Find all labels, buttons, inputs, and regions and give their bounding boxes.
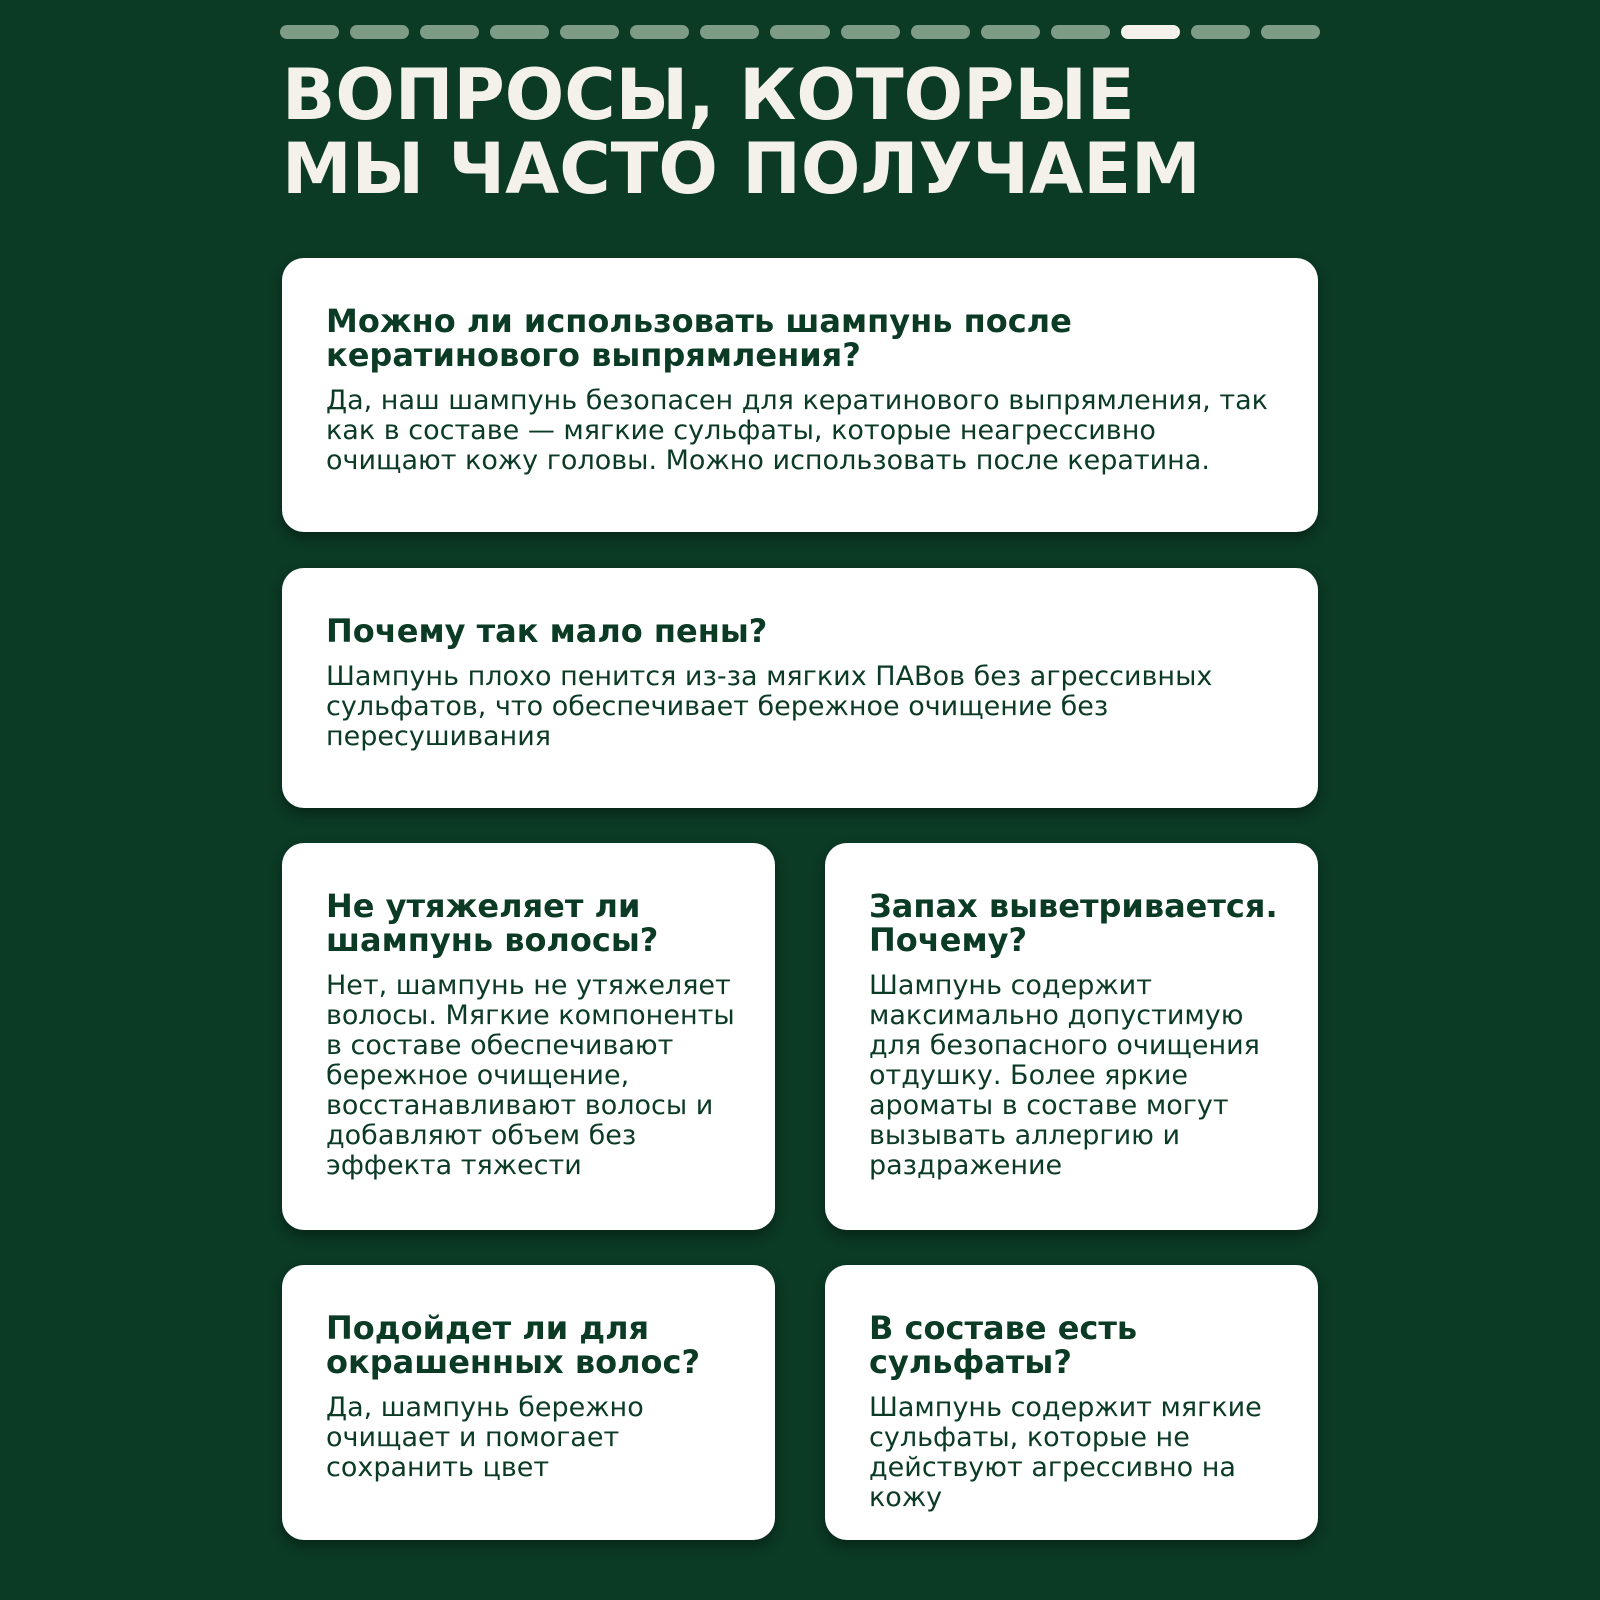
progress-segment: [911, 25, 970, 39]
progress-segment: [350, 25, 409, 39]
faq-question: Подойдет ли для окрашенных волос?: [326, 1309, 701, 1381]
faq-card: [282, 1265, 775, 1540]
faq-card: [825, 1265, 1318, 1540]
page-title: [282, 54, 1322, 210]
page-title-line-1: ВОПРОСЫ, КОТОРЫЕ: [282, 54, 1135, 136]
progress-segment: [1261, 25, 1320, 39]
progress-segment: [490, 25, 549, 39]
faq-question: Почему так мало пены?: [326, 612, 768, 650]
faq-question: Не утяжеляет ли шампунь волосы?: [326, 887, 659, 959]
progress-segment: [280, 25, 339, 39]
progress-segment: [1191, 25, 1250, 39]
faq-answer: Шампунь содержит мягкие сульфаты, которые не действуют агрессивно на кожу: [869, 1392, 1262, 1513]
page-title-line-2: МЫ ЧАСТО ПОЛУЧАЕМ: [282, 128, 1201, 210]
faq-answer: Да, наш шампунь безопасен для кератинового выпрямления, так как в составе — мягкие сульфаты, которые неагрессивно очищают кожу головы. Можно использовать после кератина.: [326, 385, 1268, 476]
faq-answer: Шампунь содержит максимально допустимую для безопасного очищения отдушку. Более яркие ароматы в составе могут вызывать аллергию и раздражение: [869, 970, 1260, 1181]
progress-segment: [630, 25, 689, 39]
faq-question: Можно ли использовать шампунь после кератинового выпрямления?: [326, 302, 1072, 374]
faq-card: [825, 843, 1318, 1230]
progress-segment: [1051, 25, 1110, 39]
progress-segment: [420, 25, 479, 39]
faq-card: [282, 568, 1318, 808]
slide-progress-indicator: [280, 25, 1320, 39]
faq-card: [282, 258, 1318, 532]
progress-segment: [560, 25, 619, 39]
faq-answer: Да, шампунь бережно очищает и помогает сохранить цвет: [326, 1392, 644, 1483]
progress-segment: [770, 25, 829, 39]
faq-answer: Шампунь плохо пенится из-за мягких ПАВов без агрессивных сульфатов, что обеспечивает бережное очищение без пересушивания: [326, 661, 1213, 752]
progress-segment: [841, 25, 900, 39]
faq-answer: Нет, шампунь не утяжеляет волосы. Мягкие компоненты в составе обеспечивают бережное очищение, восстанавливают волосы и добавляют объем без эффекта тяжести: [326, 970, 735, 1181]
progress-segment: [981, 25, 1040, 39]
progress-segment-active: [1121, 25, 1180, 39]
faq-question: Запах выветривается. Почему?: [869, 887, 1278, 959]
faq-question: В составе есть сульфаты?: [869, 1309, 1138, 1381]
progress-segment: [700, 25, 759, 39]
faq-card: [282, 843, 775, 1230]
